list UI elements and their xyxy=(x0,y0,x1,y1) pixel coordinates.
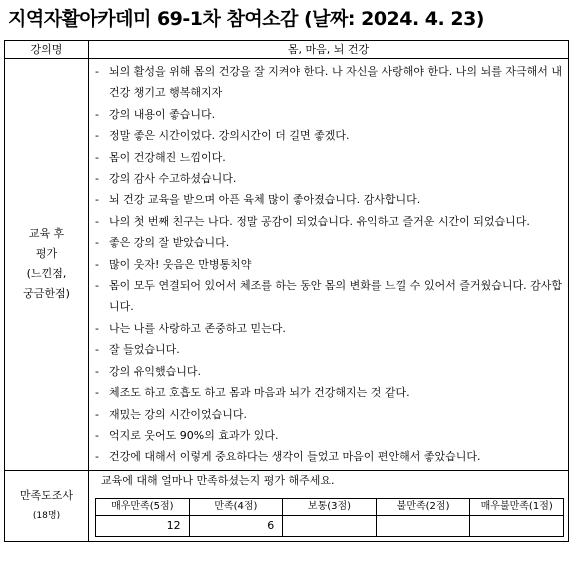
feedback-item-text: 체조도 하고 호흡도 하고 몸과 마음과 뇌가 건강해지는 것 같다. xyxy=(109,386,410,400)
feedback-item xyxy=(89,275,562,318)
feedback-label-line2: 평가 xyxy=(35,247,58,261)
feedback-item-text: 뇌 건강 교육을 받으며 아픈 육체 많이 좋아졌습니다. 감사합니다. xyxy=(109,193,421,207)
feedback-item xyxy=(89,318,562,339)
satisfaction-row xyxy=(5,470,569,541)
feedback-item xyxy=(89,104,562,125)
feedback-item xyxy=(89,339,562,360)
feedback-item xyxy=(89,61,562,104)
bullet-dash: - xyxy=(95,450,99,464)
sat-col-very-dissatisfied: 매우불만족(1점) xyxy=(470,498,564,515)
sat-val-very-satisfied: 12 xyxy=(96,515,190,536)
feedback-label-line3: (느낀점, xyxy=(26,267,67,281)
satisfaction-content xyxy=(89,470,569,541)
feedback-item xyxy=(89,361,562,382)
sat-col-dissatisfied: 불만족(2점) xyxy=(376,498,470,515)
bullet-dash: - xyxy=(95,236,99,250)
feedback-item xyxy=(89,168,562,189)
feedback-item-text: 정말 좋은 시간이었다. 강의시간이 더 길면 좋겠다. xyxy=(109,129,350,143)
bullet-dash: - xyxy=(95,279,99,293)
feedback-item-text: 재밌는 강의 시간이었습니다. xyxy=(109,407,248,421)
lecture-name-value: 몸, 마음, 뇌 건강 xyxy=(89,41,569,59)
feedback-item-text: 강의 내용이 좋습니다. xyxy=(109,107,216,121)
bullet-dash: - xyxy=(95,107,99,121)
feedback-list xyxy=(89,59,568,470)
feedback-item xyxy=(89,125,562,146)
satisfaction-header-row xyxy=(96,498,564,515)
sat-val-satisfied: 6 xyxy=(189,515,283,536)
feedback-item-text: 나는 나를 사랑하고 존중하고 믿는다. xyxy=(109,321,286,335)
bullet-dash: - xyxy=(95,129,99,143)
feedback-item-text: 뇌의 활성을 위해 몸의 건강을 잘 지켜야 한다. 나 자신을 사랑해야 한다. 나의 뇌를 자극해서 내 건강 챙기고 행복해지자 xyxy=(109,65,562,100)
survey-table xyxy=(4,40,569,542)
feedback-item xyxy=(89,254,562,275)
feedback-item-text: 몸이 건강해진 느낌이다. xyxy=(109,150,226,164)
feedback-item xyxy=(89,446,562,467)
sat-col-neutral: 보통(3점) xyxy=(283,498,377,515)
feedback-item xyxy=(89,189,562,210)
feedback-item xyxy=(89,404,562,425)
feedback-label xyxy=(5,59,89,471)
feedback-item-text: 건강에 대해서 이렇게 중요하다는 생각이 들었고 마음이 편안해서 좋았습니다. xyxy=(109,450,481,464)
page-title: 지역자활아카데미 69-1차 참여소감 (날짜: 2024. 4. 23) xyxy=(8,8,484,30)
bullet-dash: - xyxy=(95,428,99,442)
bullet-dash: - xyxy=(95,407,99,421)
feedback-item-text: 몸이 모두 연결되어 있어서 체조를 하는 동안 몸의 변화를 느낄 수 있어서 즐거웠습니다. 감사합니다. xyxy=(109,279,562,314)
satisfaction-table xyxy=(95,498,564,537)
feedback-item xyxy=(89,147,562,168)
feedback-content xyxy=(89,59,569,471)
satisfaction-values-row xyxy=(96,515,564,536)
bullet-dash: - xyxy=(95,321,99,335)
bullet-dash: - xyxy=(95,257,99,271)
sat-col-satisfied: 만족(4점) xyxy=(189,498,283,515)
bullet-dash: - xyxy=(95,214,99,228)
feedback-item-text: 많이 웃자! 웃음은 만병통치약 xyxy=(109,257,252,271)
feedback-label-line4: 궁금한점) xyxy=(23,287,70,301)
bullet-dash: - xyxy=(95,386,99,400)
feedback-item xyxy=(89,382,562,403)
satisfaction-label xyxy=(5,470,89,541)
lecture-name-header: 강의명 xyxy=(5,41,89,59)
feedback-row xyxy=(5,59,569,471)
bullet-dash: - xyxy=(95,364,99,378)
satisfaction-label-text: 만족도조사 xyxy=(19,488,74,502)
header-row xyxy=(5,41,569,59)
feedback-item-text: 좋은 강의 잘 받았습니다. xyxy=(109,236,230,250)
satisfaction-count: (18명) xyxy=(32,510,61,521)
feedback-item-text: 강의 유익했습니다. xyxy=(109,364,202,378)
bullet-dash: - xyxy=(95,343,99,357)
bullet-dash: - xyxy=(95,172,99,186)
feedback-item-text: 잘 들었습니다. xyxy=(109,343,180,357)
bullet-dash: - xyxy=(95,150,99,164)
feedback-label-line1: 교육 후 xyxy=(28,227,65,241)
feedback-item-text: 억지로 웃어도 90%의 효과가 있다. xyxy=(109,428,279,442)
feedback-item-text: 나의 첫 번째 친구는 나다. 정말 공감이 되었습니다. 유익하고 즐거운 시간이 되었습니다. xyxy=(109,214,530,228)
satisfaction-question: 교육에 대해 얼마나 만족하셨는지 평가 해주세요. xyxy=(101,473,335,487)
sat-val-very-dissatisfied xyxy=(470,515,564,536)
feedback-item xyxy=(89,232,562,253)
sat-val-neutral xyxy=(283,515,377,536)
sat-val-dissatisfied xyxy=(376,515,470,536)
feedback-item xyxy=(89,211,562,232)
sat-col-very-satisfied: 매우만족(5점) xyxy=(96,498,190,515)
feedback-item-text: 강의 감사 수고하셨습니다. xyxy=(109,172,237,186)
feedback-item xyxy=(89,425,562,446)
bullet-dash: - xyxy=(95,193,99,207)
bullet-dash: - xyxy=(95,65,99,78)
